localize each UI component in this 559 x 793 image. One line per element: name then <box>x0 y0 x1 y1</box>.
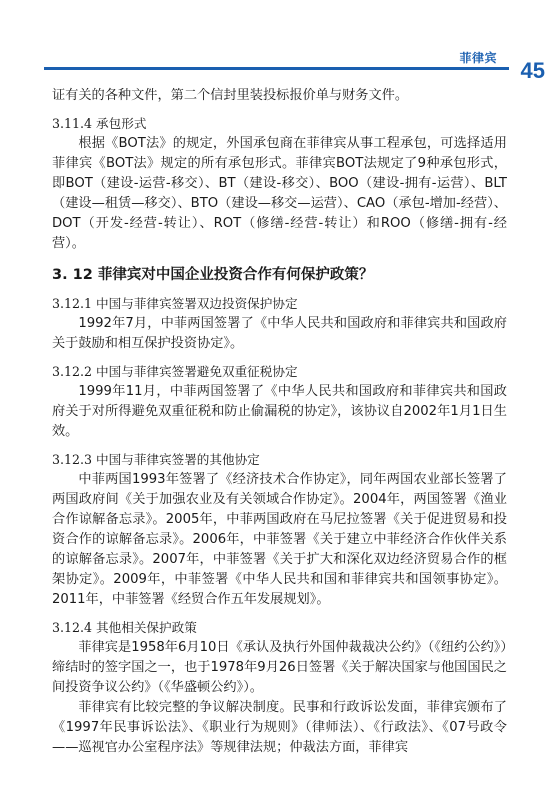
running-header-country: 菲律宾 <box>459 51 497 65</box>
section-3-12-heading: 3. 12 菲律宾对中国企业投资合作有何保护政策？ <box>52 267 374 283</box>
header-rule <box>44 67 509 70</box>
page-number: 45 <box>520 58 545 83</box>
section-3-11-4-paragraph: 根据《BOT法》的规定，外国承包商在菲律宾从事工程承包，可选择适用菲律宾《BOT法》规定的所有承包形式。菲律宾BOT法规定了9种承包形式，即BOT（建设-运营-移交）、BT（建设-移交）、BOO（建设-拥有-运营）、BLT（建设—租赁—移交）、BTO（建设—移交—运营）、CAO（承包-增加-经营）、DOT（开发-经营-转让）、ROT（修缮-经营-转让）和ROO（修缮-拥有-经营）。 <box>52 136 507 251</box>
page-header <box>0 0 559 83</box>
section-3-12-4-paragraph-1: 菲律宾是1958年6月10日《承认及执行外国仲裁裁决公约》（《纽约公约》）缔结时的签字国之一，也于1978年9月26日签署《关于解决国家与他国国民之间投资争议公约》（《华盛顿公约》）。 <box>52 640 507 695</box>
section-3-12-3-paragraph: 中菲两国1993年签署了《经济技术合作协定》，同年两国农业部长签署了两国政府间《关于加强农业及有关领域合作协定》。2004年，两国签署《渔业合作谅解备忘录》。2005年，中菲两国政府在马尼拉签署《关于促进贸易和投资合作的谅解备忘录》。2006年，中菲签署《关于建立中菲经济合作伙伴关系的谅解备忘录》。2007年，中菲签署《关于扩大和深化双边经济贸易合作的框架协定》。2009年，中菲签署《中华人民共和国和菲律宾共和国领事协定》。2011年，中菲签署《经贸合作五年发展规划》。 <box>52 472 507 607</box>
section-3-12-4-paragraph-2: 菲律宾有比较完整的争议解决制度。民事和行政诉讼发面，菲律宾颁布了《1997年民事诉讼法》、《职业行为规则》（律师法）、《行政法》、《07号政令——巡视官办公室程序法》等规律法规；仲裁法方面，菲律宾 <box>52 700 507 755</box>
section-3-12-1-heading: 3.12.1 中国与菲律宾签署双边投资保护协定 <box>52 296 298 311</box>
intro-paragraph: 证有关的各种文件，第二个信封里装投标报价单与财务文件。 <box>52 88 409 103</box>
section-3-12-2-heading: 3.12.2 中国与菲律宾签署避免双重征税协定 <box>52 364 298 379</box>
section-3-12-1-paragraph: 1992年7月，中菲两国签署了《中华人民共和国政府和菲律宾共和国政府关于鼓励和相互保护投资协定》。 <box>52 316 507 351</box>
section-3-12-4-heading: 3.12.4 其他相关保护政策 <box>52 620 197 635</box>
section-3-12-2-paragraph: 1999年11月，中菲两国签署了《中华人民共和国政府和菲律宾共和国政府关于对所得避免双重征税和防止偷漏税的协定》，该协议自2002年1月1日生效。 <box>52 384 507 439</box>
document-body <box>52 86 507 758</box>
section-3-12-3-heading: 3.12.3 中国与菲律宾签署的其他协定 <box>52 452 260 467</box>
section-3-11-4-heading: 3.11.4 承包形式 <box>52 116 147 131</box>
